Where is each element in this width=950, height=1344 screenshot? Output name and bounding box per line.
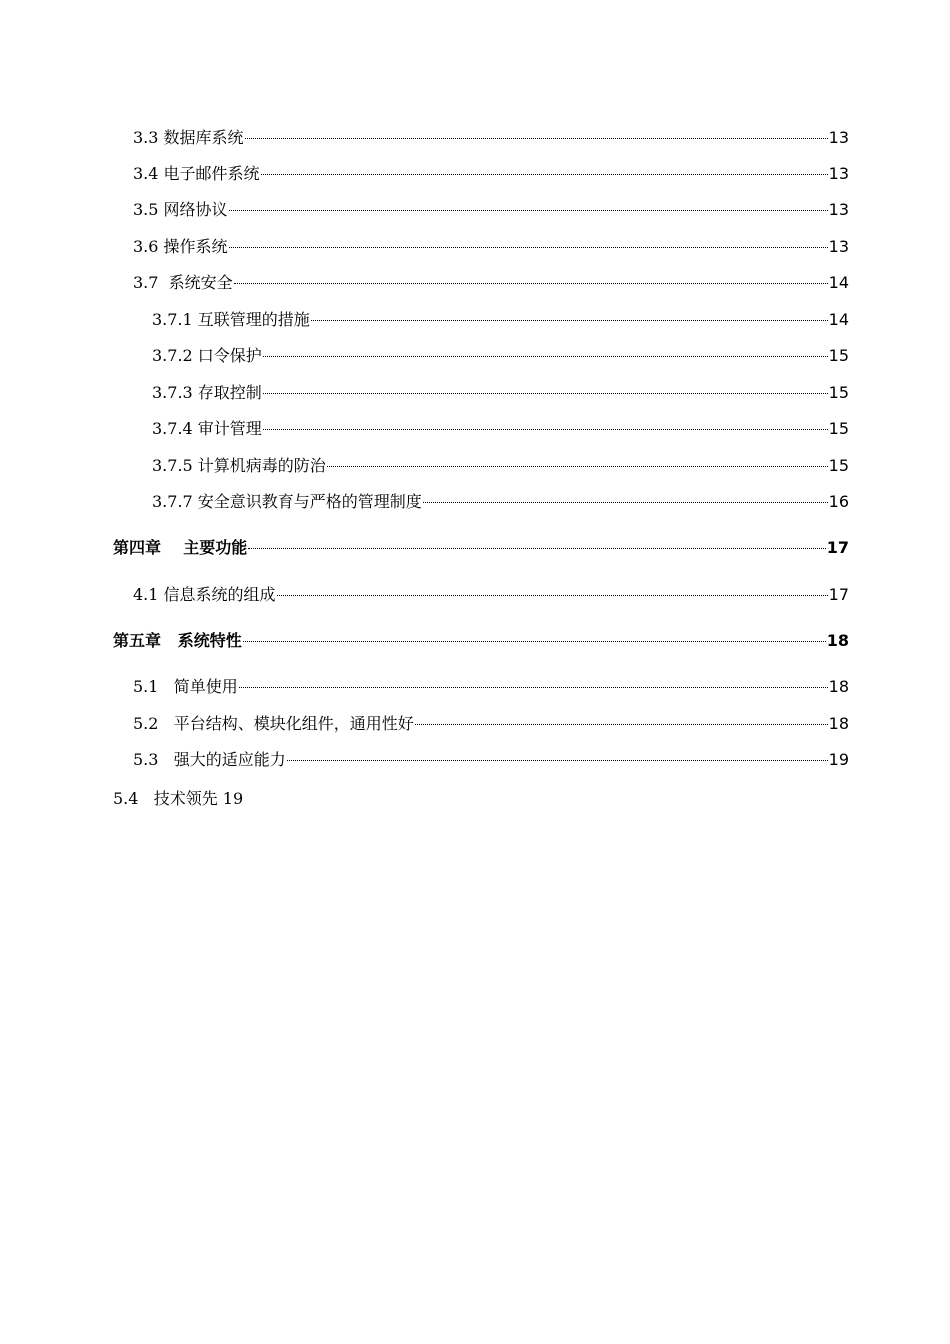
toc-page-number: 15: [828, 383, 849, 402]
toc-number: 3.7.7: [152, 492, 198, 511]
toc-number: 3.7.5: [152, 456, 198, 475]
dot-leader: [263, 393, 828, 394]
toc-page-number: 14: [828, 273, 849, 292]
toc-number: 3.7.3: [152, 383, 198, 402]
toc-entry-3-7-5[interactable]: [152, 455, 849, 477]
toc-page-number: 18: [828, 714, 849, 733]
toc-entry-3-5[interactable]: [133, 199, 849, 221]
toc-title: 存取控制: [197, 383, 262, 402]
toc-entry-3-7-4[interactable]: [152, 418, 849, 440]
toc-page-number: 18: [828, 677, 849, 696]
toc-chapter-5[interactable]: [113, 630, 849, 652]
toc-title: 安全意识教育与严格的管理制度: [197, 492, 422, 511]
toc-chapter-4[interactable]: [113, 537, 849, 559]
toc-number: 3.5: [133, 200, 164, 219]
toc-entry-5-4[interactable]: 5.4 技术领先 19: [113, 789, 244, 808]
dot-leader: [277, 595, 828, 596]
toc-page-number: 17: [828, 585, 849, 604]
toc-entry-4-1[interactable]: [133, 584, 849, 606]
toc-page-number: 13: [828, 128, 849, 147]
toc-title: 操作系统: [163, 237, 228, 256]
toc-number: 5.3: [133, 750, 174, 769]
dot-leader: [423, 502, 828, 503]
dot-leader: [234, 283, 828, 284]
dot-leader: [263, 356, 828, 357]
dot-leader: [415, 724, 828, 725]
toc-page-number: 13: [828, 237, 849, 256]
toc-entry-3-7-3[interactable]: [152, 382, 849, 404]
toc-number: 3.7.2: [152, 346, 198, 365]
toc-title: 数据库系统: [163, 128, 244, 147]
toc-title: 信息系统的组成: [163, 585, 276, 604]
toc-chapter-title: 主要功能: [183, 538, 248, 557]
toc-entry-5-1[interactable]: [133, 676, 849, 698]
dot-leader: [239, 687, 828, 688]
toc-entry-3-7-1[interactable]: [152, 309, 849, 331]
toc-title: 系统安全: [168, 273, 233, 292]
toc-title: 审计管理: [197, 419, 262, 438]
toc-title: 强大的适应能力: [173, 750, 286, 769]
toc-page-number: 14: [828, 310, 849, 329]
toc-chapter-number: 第四章: [113, 538, 184, 557]
dot-leader: [245, 138, 828, 139]
dot-leader: [229, 247, 828, 248]
toc-entry-3-6[interactable]: [133, 236, 849, 258]
toc-number: 3.4: [133, 164, 164, 183]
toc-title: 简单使用: [173, 677, 238, 696]
toc-entry-3-7-2[interactable]: [152, 345, 849, 367]
dot-leader: [311, 320, 828, 321]
toc-entry-3-7-7[interactable]: [152, 491, 849, 513]
toc-title: 网络协议: [163, 200, 228, 219]
dot-leader: [327, 466, 828, 467]
toc-page-number: 13: [828, 200, 849, 219]
toc-page-number: 16: [828, 492, 849, 511]
toc-page-number: 19: [828, 750, 849, 769]
toc-page-number: 18: [826, 631, 849, 650]
toc-entry-5-2[interactable]: [133, 713, 849, 735]
toc-page-number: 15: [828, 456, 849, 475]
toc-entry-3-7[interactable]: [133, 272, 849, 294]
dot-leader: [263, 429, 828, 430]
toc-title: 电子邮件系统: [163, 164, 260, 183]
dot-leader: [248, 548, 825, 549]
dot-leader: [287, 760, 828, 761]
toc-number: 4.1: [133, 585, 164, 604]
toc-number: 3.6: [133, 237, 164, 256]
dot-leader: [243, 641, 826, 642]
toc-title: 互联管理的措施: [197, 310, 310, 329]
toc-title: 计算机病毒的防治: [197, 456, 326, 475]
toc-number: 5.1: [133, 677, 174, 696]
toc-number: 3.3: [133, 128, 164, 147]
toc-title: 平台结构、模块化组件，通用性好: [173, 714, 414, 733]
toc-entry-3-3[interactable]: [133, 127, 849, 149]
toc-page-number: 15: [828, 419, 849, 438]
toc-number: 3.7.1: [152, 310, 198, 329]
toc-chapter-number: 第五章: [113, 631, 178, 650]
toc-page-number: 13: [828, 164, 849, 183]
toc-number: 3.7.4: [152, 419, 198, 438]
toc-entry-3-4[interactable]: [133, 163, 849, 185]
toc-chapter-title: 系统特性: [177, 631, 242, 650]
dot-leader: [229, 210, 828, 211]
toc-title: 口令保护: [197, 346, 262, 365]
toc-page-number: 15: [828, 346, 849, 365]
toc-number: 5.2: [133, 714, 174, 733]
dot-leader: [261, 174, 828, 175]
toc-number: 3.7: [133, 273, 169, 292]
toc-page-number: 17: [826, 538, 849, 557]
toc-entry-5-3[interactable]: [133, 749, 849, 771]
